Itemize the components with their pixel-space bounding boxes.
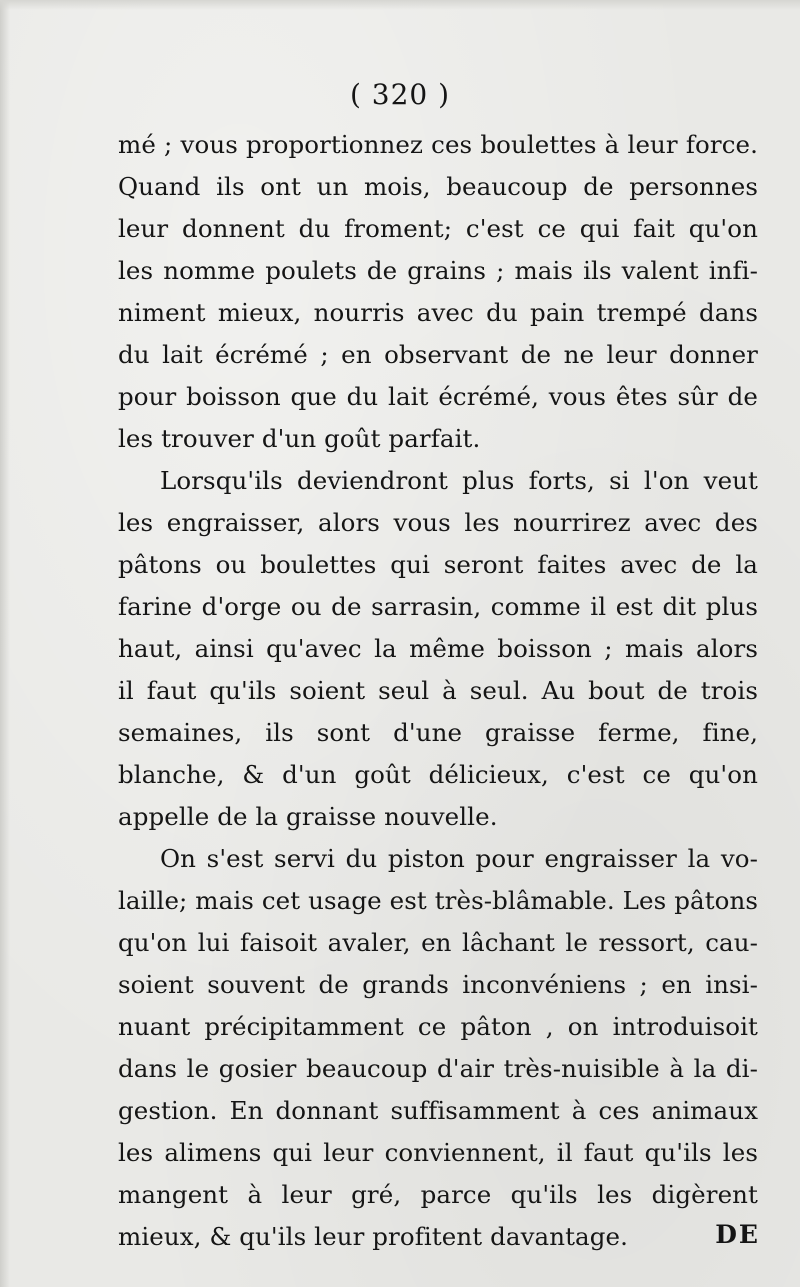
text-line: les engraisser, alors vous les nourrirez avec des	[118, 508, 758, 537]
paragraph-start-line: Lorsqu'ils deviendront plus forts, si l'on veut	[160, 466, 758, 495]
text-line: appelle de la graisse nouvelle.	[118, 802, 498, 831]
text-line: du lait écrémé ; en observant de ne leur donner	[118, 340, 758, 369]
text-line: il faut qu'ils soient seul à seul. Au bout de trois	[118, 676, 758, 705]
page-edge-shadow-top	[0, 0, 800, 10]
text-line: laille; mais cet usage est très-blâmable. Les pâtons	[118, 886, 759, 915]
text-line: les alimens qui leur conviennent, il faut qu'ils les	[118, 1138, 758, 1167]
text-line: farine d'orge ou de sarrasin, comme il est dit plus	[118, 592, 758, 621]
text-line: semaines, ils sont d'une graisse ferme, fine,	[118, 718, 758, 747]
text-line: gestion. En donnant suffisamment à ces animaux	[118, 1096, 758, 1125]
text-line: blanche, & d'un goût délicieux, c'est ce qu'on	[118, 760, 758, 789]
text-line: les nomme poulets de grains ; mais ils valent infi-	[118, 256, 758, 285]
text-line: qu'on lui faisoit avaler, en lâchant le ressort, cau-	[118, 928, 758, 957]
text-line: niment mieux, nourris avec du pain trempé dans	[118, 298, 758, 327]
text-line: dans le gosier beaucoup d'air très-nuisible à la di-	[118, 1054, 758, 1083]
text-line: pour boisson que du lait écrémé, vous êtes sûr de	[118, 382, 758, 411]
text-line: leur donnent du froment; c'est ce qui fait qu'on	[118, 214, 758, 243]
text-line: les trouver d'un goût parfait.	[118, 424, 481, 453]
body-text	[118, 124, 758, 1258]
text-line: pâtons ou boulettes qui seront faites avec de la	[118, 550, 758, 579]
text-line: Quand ils ont un mois, beaucoup de personnes	[118, 172, 758, 201]
text-line: mé ; vous proportionnez ces boulettes à leur force.	[118, 130, 758, 159]
page-edge-shadow-left	[0, 0, 10, 1287]
catchword: DE	[715, 1220, 760, 1249]
text-line: mieux, & qu'ils leur profitent davantage.	[118, 1222, 629, 1251]
text-line: mangent à leur gré, parce qu'ils les digèrent	[118, 1180, 758, 1209]
text-line: soient souvent de grands inconvéniens ; en insi-	[118, 970, 758, 999]
page-number: ( 320 )	[349, 78, 451, 111]
text-line: haut, ainsi qu'avec la même boisson ; mais alors	[118, 634, 758, 663]
paragraph-start-line: On s'est servi du piston pour engraisser la vo-	[160, 844, 758, 873]
text-line: nuant précipitamment ce pâton , on introduisoit	[118, 1012, 758, 1041]
